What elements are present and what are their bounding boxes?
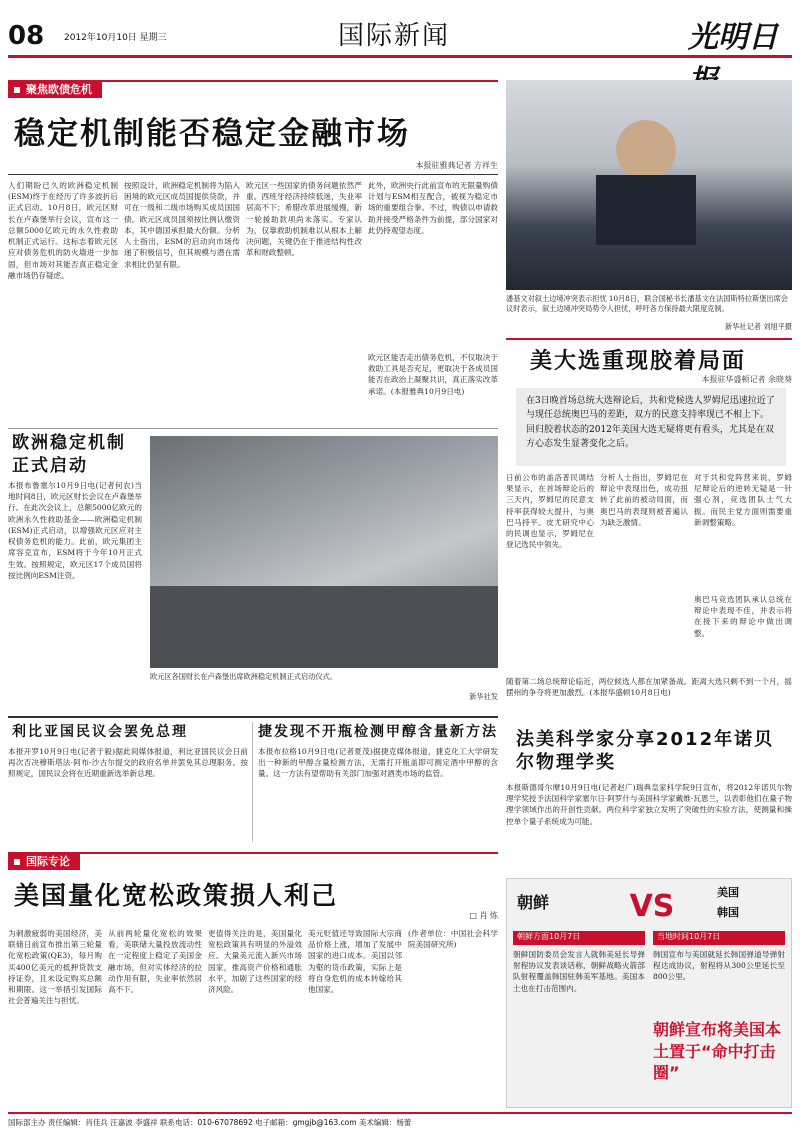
esm-launch-caption: 欧元区各国财长在卢森堡出席欧洲稳定机制正式启动仪式。 [150, 672, 337, 681]
esm-col-2: 按照设计，欧洲稳定机制将为陷入困境的欧元区成员国提供贷款，并可在一级和二级市场购买成员国国债。欧元区成员国须按比例认缴资本，其中德国承担最大份额。分析人士指出，ESM的启动向市场传递了积极信号，但其规模与潜在需求相比仍显有限。 [124, 181, 240, 269]
nobel-body: 本报斯德哥尔摩10月9日电(记者赵广)瑞典皇家科学院9日宣布，将2012年诺贝尔物理学奖授予法国科学家塞尔日·阿罗什与美国科学家戴维·瓦恩兰，以表彰他们在量子物理学领域作出的开创性贡献。两位科学家独立发明了突破性的实验方法，使测量和操控单个量子系统成为可能。 [506, 783, 792, 826]
vs-right-items: 韩国宣布与美国就延长韩国弹道导弹射程达成协议，射程将从300公里延长至800公里。 [653, 950, 785, 982]
vs-right-headline: 朝鲜宣布将美国本土置于“命中打击圈” [653, 1020, 782, 1083]
bottle-body: 本报布拉格10月9日电(记者夏茂)据捷克媒体报道，捷克化工大学研发出一种新的甲醇含量检测方法，无需打开瓶盖即可测定酒中甲醇的含量。这一方法有望帮助有关部门加强对酒类市场的监管。 [258, 747, 498, 779]
esm-tag: 聚焦欧债危机 [8, 81, 102, 98]
page-header [8, 10, 792, 58]
section-rule [8, 428, 498, 429]
qe-tag-bar [8, 852, 498, 872]
summit-caption: 潘基文对叙土边境冲突表示担忧 10月8日，联合国秘书长潘基文在法国斯特拉斯堡出席会议时表示，叙土边境冲突局势令人担忧，呼吁各方保持最大限度克制。 [506, 294, 788, 314]
libya-body: 本报开罗10月9日电(记者于毅)据此间媒体报道，利比亚国民议会日前再次否决穆斯塔法·阿布-沙古尔提交的政府名单并罢免其总理职务。按照规定，国民议会将在近期重新选举新总理。 [8, 747, 248, 779]
esm-col-1: 人们期盼已久的欧洲稳定机制(ESM)终于在经历了许多波折后正式启动。10月8日，欧元区财长在卢森堡举行会议，宣布这一总额5000亿欧元的永久性救助机制正式运行。这标志着欧元区应对债务危机的防火墙进一步加固，但市场对其能否真正稳定金融市场仍存疑虑。 [8, 181, 118, 280]
qe-byline: □ 肖 炼 [469, 911, 498, 920]
vs-right-country-2: 韩国 [717, 906, 739, 919]
esm-col-5: 欧元区能否走出债务危机，不仅取决于救助工具是否充足，更取决于各成员国能否在政治上凝聚共识，真正落实改革承诺。(本报雅典10月9日电) [368, 353, 498, 396]
qe-tag: 国际专论 [8, 853, 80, 870]
ministers-row [150, 586, 498, 668]
issue-date: 2012年10月10日 星期三 [64, 33, 167, 43]
esm-tag-bar [8, 80, 498, 100]
esm-launch-headline: 欧洲稳定机制正式启动 [12, 433, 126, 476]
us-col-2: 分析人士指出，罗姆尼在辩论中表现出色，成功扭转了此前的被动局面，而奥巴马的表现则被普遍认为缺乏激情。 [600, 473, 688, 527]
bottle-headline: 捷发现不开瓶检测甲醇含量新方法 [258, 724, 498, 740]
esm-launch-body: 本报布鲁塞尔10月9日电(记者何农)当地时间8日，欧元区财长会议在卢森堡举行。在此次会议上，总额5000亿欧元的欧洲永久性救助基金——欧洲稳定机制(ESM)正式启动，以增强欧元区应对主权债务危机的能力。此前，欧元集团主席容克宣布，ESM将于今年10月正式生效。按照规定，欧元区17个成员国将按比例向ESM注资。 [8, 481, 142, 580]
speaker-figure [616, 120, 676, 180]
us-col-5: 随着第二场总统辩论临近，两位候选人都在加紧备战。距离大选只剩不到一个月，摇摆州的争夺将更加激烈。(本报华盛顿10月8日电) [506, 677, 792, 698]
vs-left-tag: 朝鲜方面10月7日 [513, 931, 645, 945]
vs-right-tag: 当地时间10月7日 [653, 931, 785, 945]
briefs-rule [8, 716, 498, 718]
briefs-divider [252, 722, 253, 842]
finance-ministers-photo [150, 436, 498, 668]
esm-headline: 稳定机制能否稳定金融市场 [14, 116, 410, 152]
vs-left-country: 朝鲜 [517, 893, 550, 912]
qe-col-5: (作者单位：中国社会科学院美国研究所) [408, 929, 498, 950]
us-col-1: 日前公布的盖洛普民调结果显示，在首场辩论后的三天内，罗姆尼的民意支持率获得较大提升，与奥巴马持平。皮尤研究中心的民调也显示，罗姆尼在登记选民中领先。 [506, 473, 594, 550]
us-election-rule [506, 338, 792, 340]
section-title: 国际新闻 [338, 21, 451, 51]
speaker-suit [596, 175, 696, 245]
esm-byline: 本报驻雅典记者 方祥生 [415, 161, 498, 170]
esm-divider [8, 174, 498, 175]
nobel-headline: 法美科学家分享2012年诺贝尔物理学奖 [516, 729, 775, 774]
vs-left-items: 朝鲜国防委员会发言人就韩美延长导弹射程协议发表谈话称，朝鲜战略火箭部队射程覆盖韩国驻韩美军基地。美国本土也在打击范围内。 [513, 950, 645, 993]
esm-col-3: 欧元区一些国家的债务问题依然严重。西班牙经济持续低迷，失业率居高不下；希腊改革进展缓慢，新一轮援助款项尚未落实。专家认为，仅靠救助机制难以从根本上解决问题，关键仍在于推进结构性改革和财政整顿。 [246, 181, 362, 258]
libya-headline: 利比亚国民议会罢免总理 [12, 724, 188, 740]
vs-right-country-1: 美国 [717, 886, 739, 899]
qe-headline: 美国量化宽松政策损人利己 [14, 881, 339, 910]
us-col-3: 对于共和党阵营来说，罗姆尼辩论后的逆转无疑是一针强心剂，竞选团队士气大振。而民主党方面则需要重新调整策略。 [694, 473, 792, 527]
ban-ki-moon-photo [506, 80, 792, 290]
esm-launch-credit: 新华社发 [469, 692, 498, 701]
qe-col-2: 从前两轮量化宽松的效果看，美联储大量投放流动性在一定程度上稳定了美国金融市场，但对实体经济的拉动作用有限，失业率依然居高不下。 [108, 929, 202, 995]
korea-vs-graphic [506, 878, 792, 1108]
esm-col-4: 此外，欧洲央行此前宣布的无限量购债计划与ESM相互配合，被视为稳定市场的重要组合拳。不过，购债以申请救助并接受严格条件为前提，部分国家对此仍持观望态度。 [368, 181, 498, 235]
us-election-headline: 美大选重现胶着局面 [530, 349, 747, 374]
qe-col-1: 为刺激疲弱的美国经济，美联储日前宣布推出第三轮量化宽松政策(QE3)，每月购买400亿美元的抵押贷款支持证券，且未设定购买总额和期限。这一举措引发国际社会普遍关注与担忧。 [8, 929, 102, 1006]
us-col-4: 奥巴马竞选团队承认总统在辩论中表现不佳，并表示将在接下来的辩论中做出调整。 [694, 595, 792, 638]
us-election-byline: 本报驻华盛顿记者 余晓葵 [701, 375, 792, 384]
page-footer: 国际部主办 责任编辑：肖佳兵 汪嘉波 李盛祥 联系电话：010-67078692 电子邮箱：gmgjb@163.com 美术编辑：杨蕾 [8, 1112, 792, 1130]
vs-label: VS [629, 889, 675, 924]
qe-col-3: 更值得关注的是，美国量化宽松政策具有明显的外溢效应。大量美元流入新兴市场国家，推高资产价格和通胀水平，加剧了这些国家的经济风险。 [208, 929, 302, 995]
masthead-logo: 光明日 [688, 20, 778, 55]
qe-col-4: 美元贬值还导致国际大宗商品价格上涨，增加了发展中国家的进口成本。美国以邻为壑的货币政策，实际上是将自身危机的成本转嫁给其他国家。 [308, 929, 402, 995]
page-number: 08 [8, 21, 45, 51]
us-election-lead: 在3日晚首场总统大选辩论后，共和党候选人罗姆尼迅速拉近了与现任总统奥巴马的差距，双方的民意支持率现已不相上下。回归胶着状态的2012年美国大选无疑将更有看头，尤其是在双方心态发生显著变化之后。 [516, 388, 786, 466]
summit-credit: 新华社记者 刘旭平摄 [725, 322, 792, 331]
